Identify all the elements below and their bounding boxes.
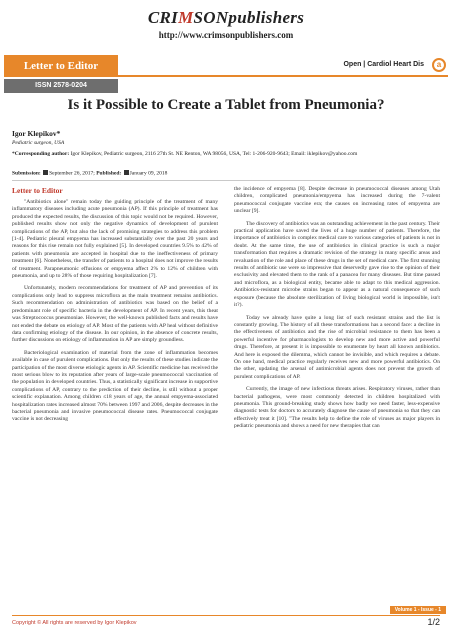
corr-label: *Corresponding author: xyxy=(12,151,70,157)
page-number: 1/2 xyxy=(427,617,440,627)
calendar-icon xyxy=(124,170,129,175)
submission-date: September 26, 2017; xyxy=(49,170,95,177)
body-paragraph: Bacteriological examination of material from the zone of inflammation becomes available in case of purulent complications. But only the results of these studies indicate the participation of the most diverse etiologic agents in AP. Scientific medicine has received the most serious blow to its reputation after years of large-scale pneumococcal vaccination of the population in developed countries. Thus, a statistically significant increase in supportive complications of AP, contrary to the prediction of their decline, is still without a proper scientific explanation. Among children ≤18 years of age, the annual empyema-associated hospitalization rates increased almost 70% between 1997 and 2006, despite decreases in the bacterial pneumonia and invasive pneumococcal disease rates. Pneumococcal conjugate vaccine is not decreasing xyxy=(12,349,218,423)
published-label: Published: xyxy=(96,170,122,177)
article-title: Is it Possible to Create a Tablet from Pneumonia? xyxy=(67,97,385,113)
body-paragraph: Currently, the image of new infectious threats arises. Respiratory viruses, rather than bacterial pathogens, were most commonly detected in children hospitalized with pneumonia. This ground-breaking study shows how badly we need faster, less-expensive diagnostic tests for doctors to accurately diagnose the cause of pneumonia so that they can effectively treat it [10]. "The results help to define the role of viruses as major players in pediatric pneumonia and shows a need for new therapies that can xyxy=(234,386,440,430)
article-dates xyxy=(12,170,167,177)
body-paragraph: The discovery of antibiotics was an outstanding achievement in the past century. Their practical application have saved the lives of a huge number of patients. Therefore, the importance of antibiotics in complex medical care to various categories of patients is not in doubt. At the same time, the use of antibiotics in clinical practice is such a major transformation that requires a dramatic revision of the strategy in many specific areas and revaluation of the role and place of these drugs in the set of medical care. The first stunning results of antibiotic use were so impressive that deservedly gave rise to the opinion of their exclusivity and elevated them to the rank of a panacea for many diseases. But time passed and microflora, as a biological entity, became able to adapt to this medical aggression. Antibiotics-resistant microbe strains began to appear as a natural consequence of such exposure (because the absolute sterilization of living biological world is impossible, isn't it?). xyxy=(234,220,440,309)
journal-name: Open | Cardiol Heart Dis xyxy=(343,61,424,68)
banner-divider xyxy=(118,75,448,77)
open-access-icon: a xyxy=(432,58,446,72)
submission-label: Submission: xyxy=(12,170,41,177)
logo-text-post: SONpublishers xyxy=(193,8,305,27)
body-paragraph: the incidence of empyema [8]. Despite decrease in pneumococcal diseases among Utah children, complicated pneumonia/empyema has increased during the 7-valent pneumococcal conjugate vaccine era; the causes on increasing rates of empyema are unclear [9]. xyxy=(234,186,440,215)
logo-text-pre: CRI xyxy=(147,8,179,27)
body-paragraph: Unfortunately, modern recommendations for treatment of AP and prevention of its complications only lead to suppress microflora as the main treatment remains antibiotics. Such recommendation on administration of antibiotics was based on the belief of a predominant role of specific bacteria in the development of AP. In recent years, this theat was Streptococcus pneumoniae. However, the well-known published facts and results have not ended the debate on etiology of AP. Most of the patients with AP heal without definitive data confirming etiology of the disease. In our opinion, in the absence of concrete results, further discussions on etiology of inflammation in AP are simply groundless. xyxy=(12,285,218,344)
article-type-banner xyxy=(0,55,452,81)
body-paragraph: Today we already have quite a long list of such resistant strains and the list is constantly growing. The history of all these transformations has a second face: a decline in the effectiveness of antibiotics and the rise of microbial resistance to them has been a powerful incentive for pharmacologists to develop new and more active and powerful drugs. Therefore, at present it is impossible to enumerate by heart all known antibiotics. And here is exposed the dilemma, which cannot be invisible, and which requires a debate. On one hand, medical practice regularly receives new and more powerful antibiotics. On the other, updating the arsenal of antimicrobial agents does not prevent the growth of purulent complications of AP. xyxy=(234,314,440,380)
author-name: Igor Klepikov* xyxy=(12,129,61,138)
corr-details: Igor Klepikov, Pediatric surgeon, 2116 27th St. NE Renton, WA 98056, USA, Tel: 1-206-920-9643; Email: iklepikov@yahoo.com xyxy=(69,151,358,157)
publisher-logo xyxy=(0,8,452,28)
publisher-url[interactable]: http://www.crimsonpublishers.com xyxy=(158,30,294,40)
footer-divider xyxy=(12,615,440,616)
right-column xyxy=(234,186,440,436)
issn-badge: ISSN 2578-0204 xyxy=(4,79,118,93)
article-type-label: Letter to Editor xyxy=(4,55,118,77)
header-divider xyxy=(12,180,440,181)
section-heading: Letter to Editor xyxy=(12,186,63,195)
logo-text-mid: M xyxy=(178,8,194,27)
volume-badge: Volume 1 - Issue - 1 xyxy=(390,606,446,614)
author-affiliation: Pediatric surgeon, USA xyxy=(12,140,65,146)
corresponding-author xyxy=(12,151,440,158)
published-date: January 09, 2018 xyxy=(129,170,168,177)
calendar-icon xyxy=(43,170,48,175)
body-paragraph: "Antibiotics alone" remain today the guiding principle of the treatment of many inflammatory diseases including acute pneumonia (AP). If this principle of treatment has produced the expected results, the discussion of this topic would not be required. However, published results show not only the negative dynamics of development of purulent complications of the AP, but also the lack of promising strategies to address this problem [1-4]. Pediatric pleural empyema has increased substantially over the past 20 years and reasons for this rise remain not fully explained [5]. In developed countries 9.5% to 42% of patients with pneumonia are accepted in hospital due to the ineffectiveness of primary treatment [6]. Nonetheless, the transfer of patients to a hospital does not improve the results of treatment. Parapneumonic effusions or empyema affect 2% to 12% of children with pneumonia, and up to 28% of those requiring hospitalization [7]. xyxy=(12,199,218,280)
journal-header xyxy=(0,8,452,40)
left-column xyxy=(12,199,218,429)
copyright-notice: Copyright © All rights are reserved by Igor Klepikov xyxy=(12,620,137,626)
